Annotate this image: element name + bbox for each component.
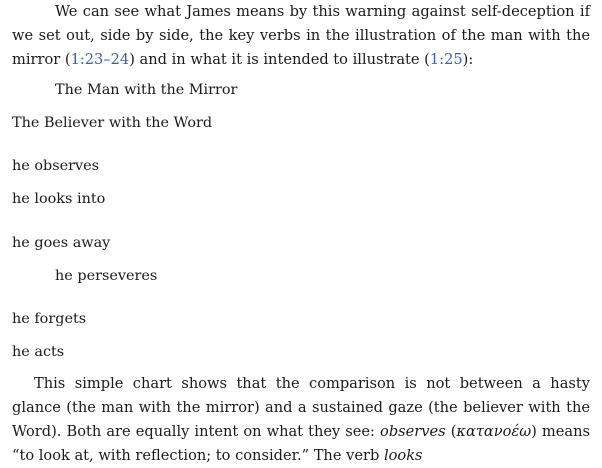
verb-item: he goes away — [12, 235, 111, 251]
verb-item: he perseveres — [55, 268, 158, 284]
italic-term: looks — [383, 447, 423, 464]
verb-item: he observes — [12, 158, 100, 174]
scripture-reference-link[interactable]: 1:25 — [429, 51, 463, 68]
intro-text-middle: ) and in what it is intended to illustrate ( — [129, 51, 430, 68]
scripture-reference-link[interactable]: 1:23–24 — [70, 51, 130, 68]
italic-term: observes — [380, 423, 446, 440]
intro-text-before: We can see what James means by this warning against self-deception if we set out, side by side, the key verbs in the illustration of the man with the mirror ( — [12, 3, 590, 68]
intro-paragraph — [12, 0, 590, 72]
greek-term: κατανοέω — [456, 423, 532, 440]
heading-man-with-mirror: The Man with the Mirror — [55, 82, 238, 98]
intro-text-after: ): — [462, 51, 474, 68]
verb-item: he acts — [12, 344, 65, 360]
verb-item: he looks into — [12, 191, 106, 207]
conclusion-text-3: ) means “to look at, with reflection; to consider.” The verb — [12, 423, 590, 464]
conclusion-text-1: This simple chart shows that the comparison is not between a hasty glance (the man with the mirror) and a sustained gaze (the believer with the Word). Both are equally intent on what they see: — [12, 375, 590, 440]
heading-believer-with-word: The Believer with the Word — [12, 115, 213, 131]
verb-item: he forgets — [12, 311, 87, 327]
conclusion-paragraph — [12, 372, 590, 468]
conclusion-text-2: ( — [445, 423, 457, 440]
